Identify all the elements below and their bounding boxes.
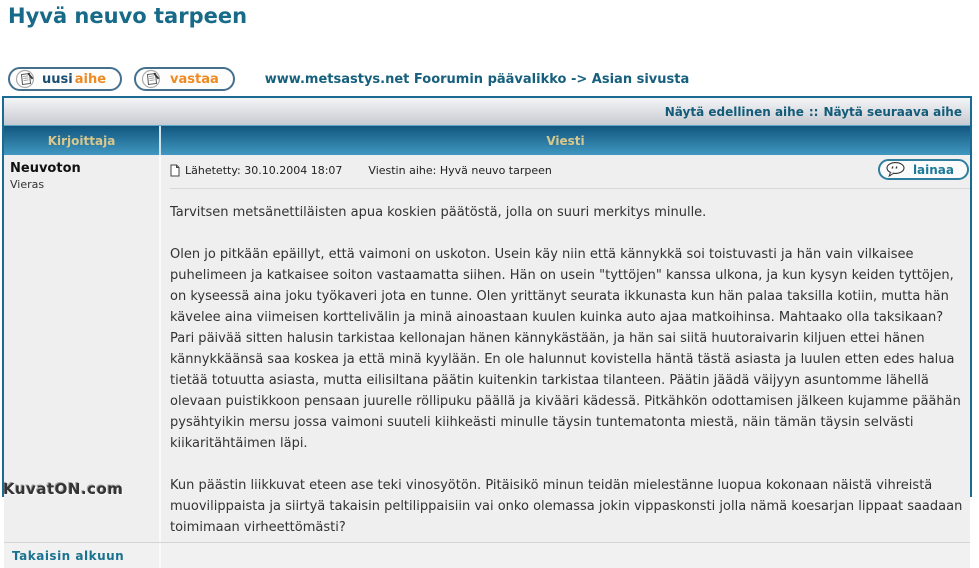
post-body — [170, 202, 970, 538]
toolbar — [8, 66, 689, 92]
prev-topic-link[interactable]: Näytä edellinen aihe — [664, 104, 804, 119]
quote-button[interactable] — [878, 159, 969, 180]
quote-bubble-icon — [886, 162, 905, 177]
reply-icon — [141, 69, 163, 89]
page-title: Hyvä neuvo tarpeen — [8, 4, 248, 28]
post-page-icon — [170, 164, 180, 177]
table-header-row — [4, 125, 970, 155]
back-to-top-link[interactable]: Takaisin alkuun — [12, 548, 125, 563]
topic-nav-strip — [4, 98, 970, 125]
post-paragraph: Kun päästin liikkuvat eteen ase teki vinosyötön. Pitäisikö minun teidän mielestänne luopua kokonaan näistä vihreistä muovilippaista ja siirtyä takaisin peltilippaisiin vai onko olemassa jokin vippaskonsti jolla nämä koesarjan lippaat saadaan toimimaan virheettömästi? — [170, 478, 963, 535]
post-paragraph: Olen jo pitkään epäillyt, että vaimoni on uskoton. Usein käy niin että kännykkä soi toistuvasti ja hän vain vilkaisee puhelimeen ja katkaisee soiton vastaamatta siihen. Hän on usein "tyttöjen" kanssa ulkona, ja kun kysyn keiden tyttöjen, on kyseessä aina joku työkaveri jota en tunne. Olen yrittänyt seurata ikkunasta kun hän palaa taksilla kotiin, mutta hän kävelee aina viimeisen korttelivälin ja minä ainoastaan kuulen kuinka auto ajaa matkoihinsa. Mahtaako olla taksikaan? Pari päivää sitten halusin tarkistaa kellonajan hänen kännykästään, ja hän sai siitä huutoraivarin kiljuen ettei hänen kännykkäänsä saa koskea ja että minä kyylään. En ole halunnut kovistella häntä tästä asiasta ja luulen etten edes halua tietää totuutta asiasta, mutta eilisiltana päätin kuitenkin tarkistaa tilanteen. Päätin jäädä väijyyn asuntomme lähellä olevaan puistikkoon pensaan juurelle röllipuku päällä ja kivääri kädessä. Pitkähkön odottamisen jälkeen kujamme päähän pysähtyikin mersu jossa vaimoni suuteli kiihkeästi minulle täysin tuntematonta miestä, näin tämän täysin selvästi kiikaritähtäimen läpi. — [170, 247, 961, 451]
post-header — [170, 164, 970, 177]
new-topic-label-aihe: aihe — [74, 71, 107, 87]
reply-button[interactable] — [134, 67, 235, 91]
new-topic-label-uusi: uusi — [42, 71, 73, 87]
footer-message-cell — [161, 543, 970, 568]
column-header-message: Viesti — [546, 133, 585, 148]
message-cell — [161, 155, 979, 542]
topic-table — [2, 96, 972, 563]
table-footer-row — [4, 542, 970, 568]
footer-author-cell — [4, 543, 161, 568]
next-topic-link[interactable]: Näytä seuraava aihe — [823, 104, 962, 119]
post-paragraph: Tarvitsen metsänettiläisten apua koskien päätöstä, jolla on suuri merkitys minulle. — [170, 205, 707, 220]
post-subject: Viestin aihe: Hyvä neuvo tarpeen — [368, 164, 552, 177]
quote-label: lainaa — [912, 162, 954, 177]
author-name: Neuvoton — [10, 161, 81, 176]
new-topic-button[interactable] — [8, 67, 122, 91]
watermark: KuvatON.com — [3, 480, 124, 498]
breadcrumb[interactable]: www.metsastys.net Foorumin päävalikko -> Asian sivusta — [264, 71, 690, 87]
posted-timestamp: Lähetetty: 30.10.2004 18:07 — [185, 164, 343, 177]
new-topic-icon — [15, 69, 37, 89]
reply-label: vastaa — [170, 71, 219, 87]
post-row — [4, 155, 970, 542]
author-rank: Vieras — [10, 178, 45, 191]
column-header-author: Kirjoittaja — [4, 126, 161, 155]
topic-nav-separator: :: — [808, 104, 819, 119]
post-header-divider — [170, 188, 970, 189]
